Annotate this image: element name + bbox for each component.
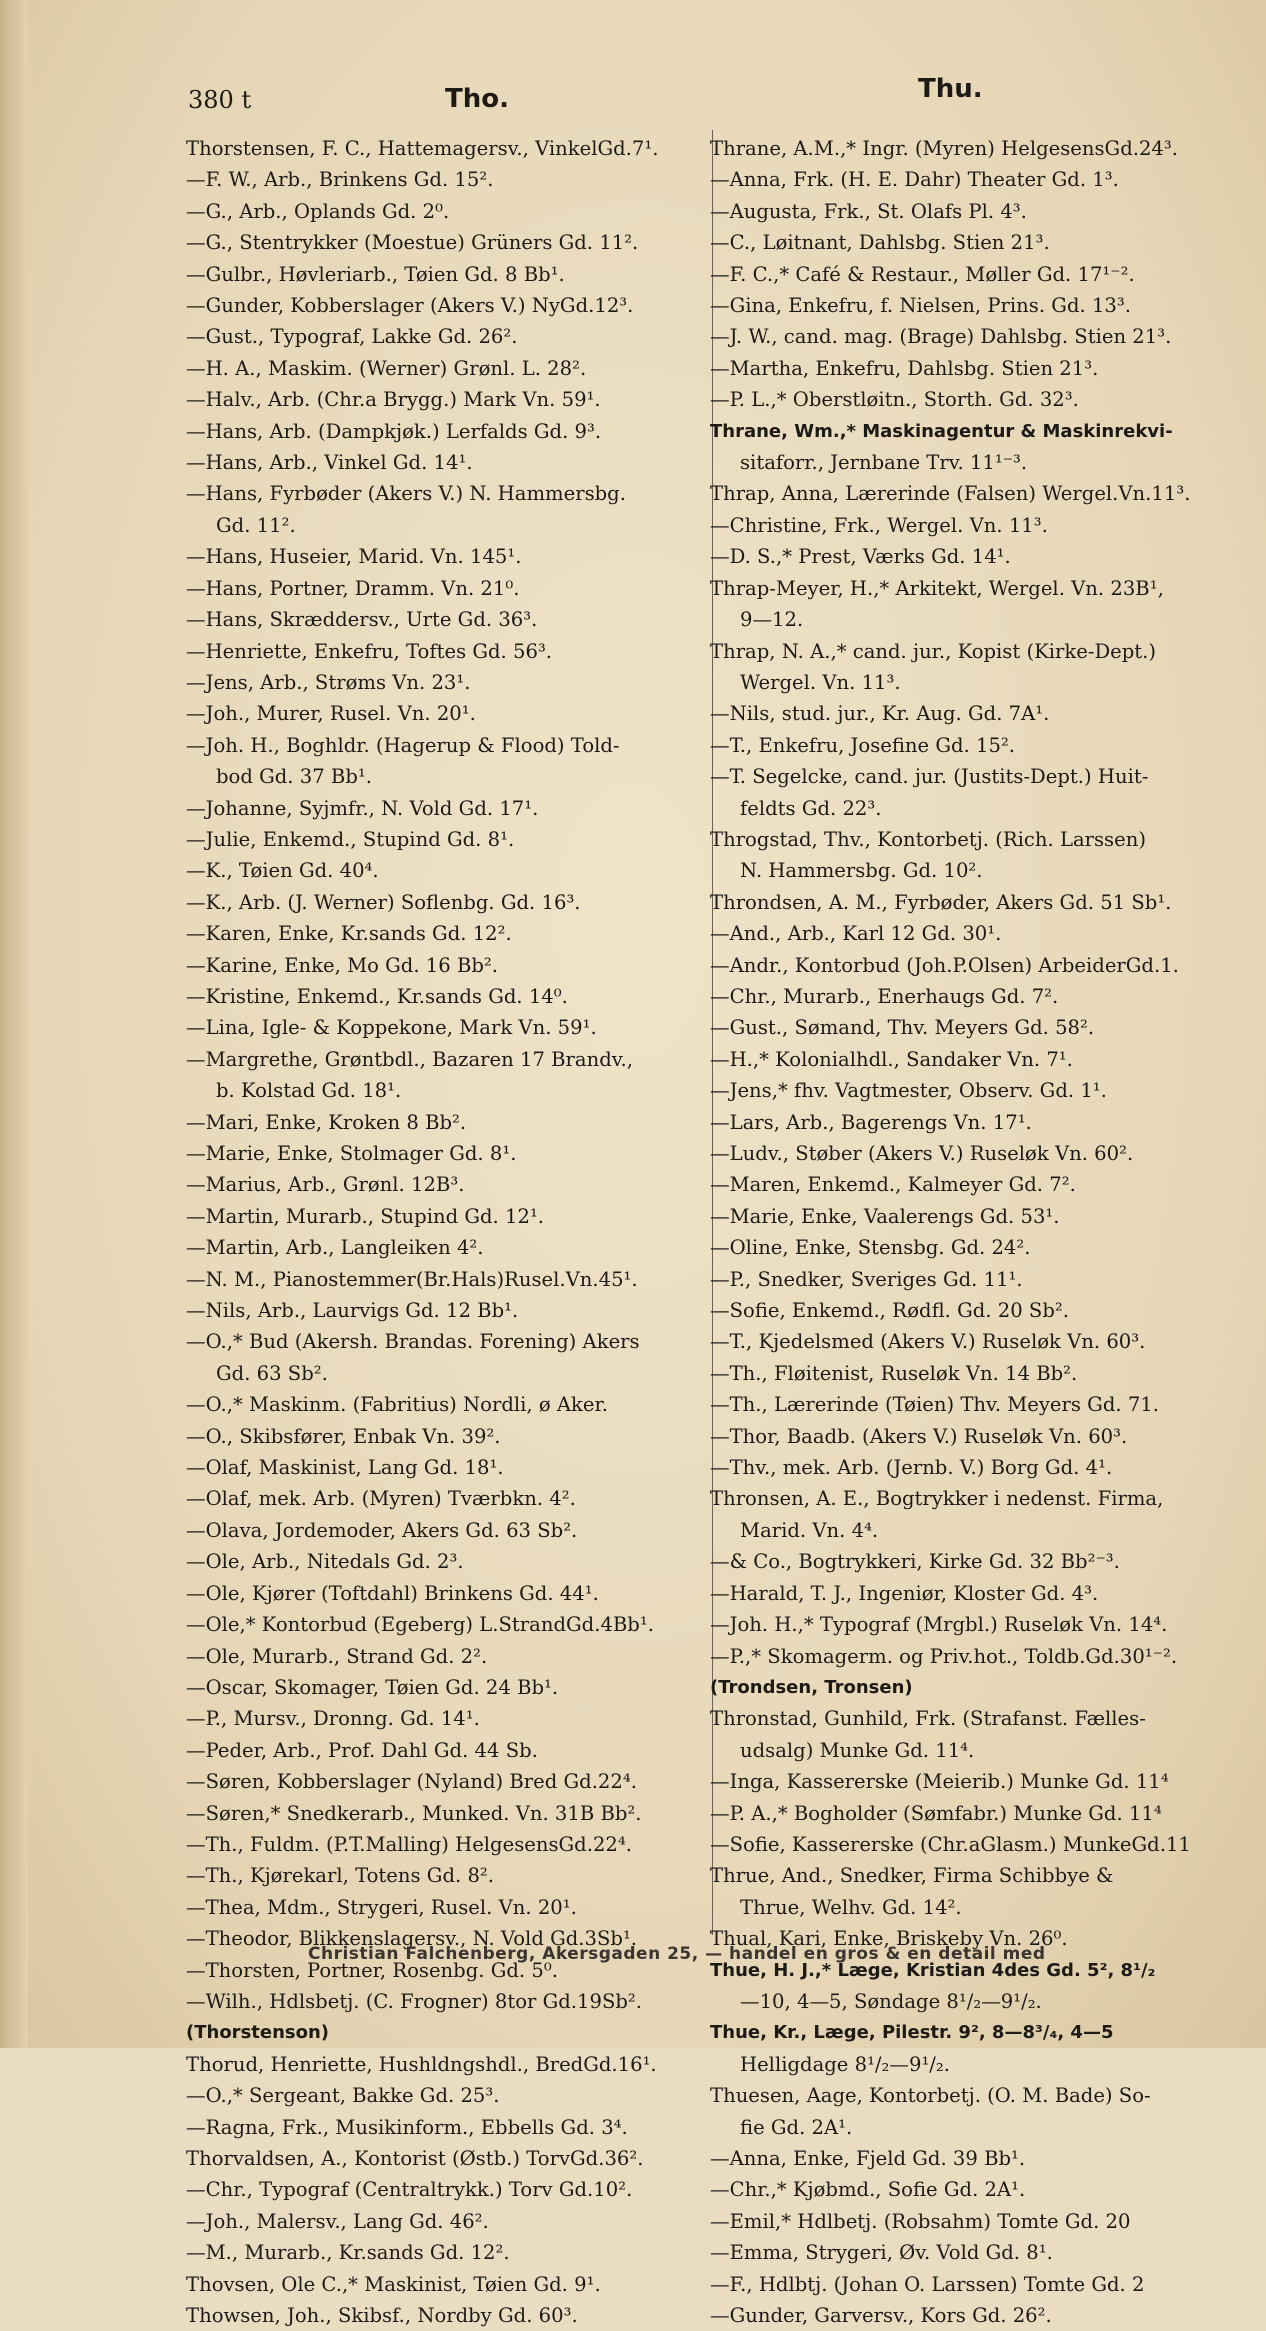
directory-entry-line: Thue, Kr., Læge, Pilestr. 9², 8—8³/₄, 4—5 (710, 2022, 1114, 2044)
directory-entry-line: Thrue, And., Snedker, Firma Schibbye & (710, 1864, 1114, 1888)
directory-entry-line: Throndsen, A. M., Fyrbøder, Akers Gd. 51 Sb¹. (710, 890, 1172, 914)
directory-entry-line: —M., Murarb., Kr.sands Gd. 12². (186, 2241, 510, 2265)
directory-entry-line: —J. W., cand. mag. (Brage) Dahlsbg. Stien 21³. (710, 325, 1172, 349)
directory-entry-line: —F. W., Arb., Brinkens Gd. 15². (186, 168, 494, 192)
directory-entry-line: —O.,* Maskinm. (Fabritius) Nordli, ø Aker. (186, 1393, 608, 1417)
directory-entry-line: —G., Stentrykker (Moestue) Grüners Gd. 11². (186, 231, 639, 255)
directory-entry-line: Thronsen, A. E., Bogtrykker i nedenst. Firma, (710, 1487, 1164, 1511)
directory-entry-line: —Hans, Arb., Vinkel Gd. 14¹. (186, 451, 473, 475)
directory-entry-line: —O., Skibsfører, Enbak Vn. 39². (186, 1424, 501, 1448)
directory-entry-line: —Hans, Arb. (Dampkjøk.) Lerfalds Gd. 9³. (186, 419, 602, 443)
directory-entry-line: —Joh., Malersv., Lang Gd. 46². (186, 2209, 489, 2233)
directory-entry-line: —P. A.,* Bogholder (Sømfabr.) Munke Gd. 11⁴ (710, 1801, 1162, 1825)
directory-entry-line: 9—12. (740, 608, 804, 632)
directory-entry-line: —Lars, Arb., Bagerengs Vn. 17¹. (710, 1110, 1032, 1134)
directory-entry-line: —Harald, T. J., Ingeniør, Kloster Gd. 4³. (710, 1581, 1099, 1605)
directory-entry-line: Wergel. Vn. 11³. (740, 670, 901, 694)
directory-entry-line: —Gust., Sømand, Thv. Meyers Gd. 58². (710, 1016, 1095, 1040)
directory-entry-line: (Trondsen, Tronsen) (710, 1676, 913, 1698)
directory-entry-line: —Thv., mek. Arb. (Jernb. V.) Borg Gd. 4¹. (710, 1456, 1113, 1480)
directory-entry-line: —Hans, Fyrbøder (Akers V.) N. Hammersbg. (186, 482, 626, 506)
directory-entry-line: udsalg) Munke Gd. 11⁴. (740, 1738, 975, 1762)
directory-entry-line: Thuesen, Aage, Kontorbetj. (O. M. Bade) So- (710, 2084, 1151, 2108)
directory-entry-line: Thrane, A.M.,* Ingr. (Myren) HelgesensGd.24³. (710, 137, 1178, 160)
directory-entry-line: —Chr.,* Kjøbmd., Sofie Gd. 2A¹. (710, 2178, 1026, 2202)
directory-entry-line: —Augusta, Frk., St. Olafs Pl. 4³. (710, 199, 1027, 223)
directory-entry-line: feldts Gd. 22³. (740, 796, 882, 820)
directory-entry-line: —Sofie, Kassererske (Chr.aGlasm.) MunkeGd.11 (710, 1832, 1191, 1856)
directory-entry-line: —Th., Fløitenist, Ruseløk Vn. 14 Bb². (710, 1361, 1078, 1385)
directory-entry-line: —Ole, Murarb., Strand Gd. 2². (186, 1644, 488, 1668)
directory-entry-line: —Martin, Murarb., Stupind Gd. 12¹. (186, 1204, 545, 1228)
directory-entry-line: —Hans, Portner, Dramm. Vn. 21⁰. (186, 576, 520, 600)
directory-entry-line: Thrap-Meyer, H.,* Arkitekt, Wergel. Vn. 23B¹, (710, 576, 1164, 600)
directory-entry-line: —Ole,* Kontorbud (Egeberg) L.StrandGd.4Bb¹. (186, 1613, 654, 1637)
directory-entry-line: Thual, Kari, Enke, Briskeby Vn. 26⁰. (710, 1927, 1068, 1951)
directory-entry-line: —P. L.,* Oberstløitn., Storth. Gd. 32³. (710, 388, 1079, 412)
directory-entry-line: —And., Arb., Karl 12 Gd. 30¹. (710, 922, 1002, 946)
directory-entry-line: —C., Løitnant, Dahlsbg. Stien 21³. (710, 231, 1050, 255)
directory-entry-line: —Henriette, Enkefru, Toftes Gd. 56³. (186, 639, 553, 663)
directory-entry-line: —& Co., Bogtrykkeri, Kirke Gd. 32 Bb²⁻³. (710, 1550, 1120, 1574)
directory-entry-line: —Marius, Arb., Grønl. 12B³. (186, 1173, 465, 1197)
directory-entry-line: —N. M., Pianostemmer(Br.Hals)Rusel.Vn.45¹. (186, 1267, 638, 1291)
directory-entry-line: —O.,* Sergeant, Bakke Gd. 25³. (186, 2084, 500, 2108)
directory-entry-line: —Th., Fuldm. (P.T.Malling) HelgesensGd.22⁴. (186, 1832, 632, 1856)
directory-entry-line: —P., Snedker, Sveriges Gd. 11¹. (710, 1267, 1023, 1291)
directory-entry-line: —Mari, Enke, Kroken 8 Bb². (186, 1110, 467, 1134)
directory-entry-line: —Olaf, Maskinist, Lang Gd. 18¹. (186, 1456, 504, 1480)
directory-entry-line: —Theodor, Blikkenslagersv., N. Vold Gd.3Sb¹. (186, 1927, 638, 1951)
directory-entry-line: —Martin, Arb., Langleiken 4². (186, 1236, 484, 1260)
directory-entry-line: —Gulbr., Høvleriarb., Tøien Gd. 8 Bb¹. (186, 262, 565, 286)
left-column (186, 133, 716, 2331)
directory-entry-line: fie Gd. 2A¹. (740, 2115, 853, 2139)
directory-entry-line: —D. S.,* Prest, Værks Gd. 14¹. (710, 545, 1011, 569)
directory-entry-line: —K., Tøien Gd. 40⁴. (186, 859, 379, 883)
directory-entry-line: —Thorsten, Portner, Rosenbg. Gd. 5⁰. (186, 1958, 558, 1982)
directory-entry-line: —G., Arb., Oplands Gd. 2⁰. (186, 199, 450, 223)
directory-entry-line: —Emma, Strygeri, Øv. Vold Gd. 8¹. (710, 2241, 1053, 2265)
directory-entry-line: —Julie, Enkemd., Stupind Gd. 8¹. (186, 827, 515, 851)
directory-entry-line: Thovsen, Ole C.,* Maskinist, Tøien Gd. 9¹. (186, 2272, 601, 2296)
directory-entry-line: —Hans, Skræddersv., Urte Gd. 36³. (186, 608, 538, 632)
directory-entry-line: Throgstad, Thv., Kontorbetj. (Rich. Larssen) (710, 827, 1146, 851)
directory-entry-line: —Anna, Enke, Fjeld Gd. 39 Bb¹. (710, 2147, 1026, 2170)
directory-entry-line: —Andr., Kontorbud (Joh.P.Olsen) ArbeiderGd.1. (710, 953, 1179, 977)
directory-entry-line: —Chr., Typograf (Centraltrykk.) Torv Gd.10². (186, 2178, 633, 2202)
directory-entry-line: —Ragna, Frk., Musikinform., Ebbells Gd. 3⁴. (186, 2115, 628, 2139)
directory-entry-line: —Olava, Jordemoder, Akers Gd. 63 Sb². (186, 1518, 578, 1542)
directory-entry-line: —H. A., Maskim. (Werner) Grønl. L. 28². (186, 356, 587, 380)
directory-entry-line: bod Gd. 37 Bb¹. (216, 765, 372, 789)
directory-entry-line: —Anna, Frk. (H. E. Dahr) Theater Gd. 1³. (710, 168, 1119, 192)
directory-entry-line: —Gina, Enkefru, f. Nielsen, Prins. Gd. 13³. (710, 294, 1131, 318)
directory-entry-line: Thrue, Welhv. Gd. 14². (740, 1895, 962, 1919)
directory-entry-line: —Nils, Arb., Laurvigs Gd. 12 Bb¹. (186, 1299, 519, 1323)
directory-entry-line: Helligdage 8¹/₂—9¹/₂. (740, 2052, 950, 2076)
directory-entry-line: —Kristine, Enkemd., Kr.sands Gd. 14⁰. (186, 984, 568, 1008)
directory-entry-line: —Hans, Huseier, Marid. Vn. 145¹. (186, 545, 522, 569)
directory-entry-line: —Christine, Frk., Wergel. Vn. 11³. (710, 513, 1048, 537)
footer-advertisement: Christian Falchenberg, Akersgaden 25, — handel en gros & en detail med (308, 1944, 1046, 1964)
directory-entry-line: —Oscar, Skomager, Tøien Gd. 24 Bb¹. (186, 1675, 559, 1699)
directory-entry-line: —Marie, Enke, Stolmager Gd. 8¹. (186, 1142, 517, 1165)
directory-entry-line: —Martha, Enkefru, Dahlsbg. Stien 21³. (710, 356, 1099, 380)
directory-entry-line: —Maren, Enkemd., Kalmeyer Gd. 7². (710, 1173, 1076, 1197)
directory-entry-line: —Olaf, mek. Arb. (Myren) Tværbkn. 4². (186, 1487, 576, 1511)
directory-entry-line: —Karine, Enke, Mo Gd. 16 Bb². (186, 953, 498, 977)
directory-entry-line: —Gust., Typograf, Lakke Gd. 26². (186, 325, 518, 349)
directory-entry-line: Thowsen, Joh., Skibsf., Nordby Gd. 60³. (186, 2304, 578, 2328)
directory-entry-line: Gd. 11². (216, 513, 296, 537)
directory-entry-line: —Ole, Kjører (Toftdahl) Brinkens Gd. 44¹. (186, 1581, 599, 1605)
right-column (710, 133, 1245, 2331)
directory-entry-line: (Thorstenson) (186, 2022, 330, 2044)
directory-entry-line: —Inga, Kassererske (Meierib.) Munke Gd. 11⁴ (710, 1770, 1169, 1794)
directory-entry-line: —Margrethe, Grøntbdl., Bazaren 17 Brandv., (186, 1047, 633, 1071)
directory-entry-line: Thrane, Wm.,* Maskinagentur & Maskinrekvi- (710, 420, 1173, 442)
directory-entry-line: —P.,* Skomagerm. og Priv.hot., Toldb.Gd.30¹⁻². (710, 1644, 1178, 1668)
directory-entry-line: —Jens, Arb., Strøms Vn. 23¹. (186, 670, 471, 694)
directory-entry-line: —F., Hdlbtj. (Johan O. Larssen) Tomte Gd. 2 (710, 2272, 1145, 2296)
directory-entry-line: —Thea, Mdm., Strygeri, Rusel. Vn. 20¹. (186, 1895, 577, 1919)
directory-entry-line: —Ole, Arb., Nitedals Gd. 2³. (186, 1550, 464, 1574)
directory-entry-line: —Th., Lærerinde (Tøien) Thv. Meyers Gd. 71. (710, 1393, 1159, 1417)
directory-entry-line: —Chr., Murarb., Enerhaugs Gd. 7². (710, 984, 1059, 1008)
directory-entry-line: b. Kolstad Gd. 18¹. (216, 1079, 402, 1103)
directory-entry-line: Thorud, Henriette, Hushldngshdl., BredGd.16¹. (186, 2052, 657, 2076)
directory-entry-line: sitaforr., Jernbane Trv. 11¹⁻³. (740, 451, 1028, 475)
directory-entry-line: —Gunder, Garversv., Kors Gd. 26². (710, 2304, 1052, 2328)
directory-entry-line: —Johanne, Syjmfr., N. Vold Gd. 17¹. (186, 796, 539, 820)
directory-entry-line: —Jens,* fhv. Vagtmester, Observ. Gd. 1¹. (710, 1079, 1107, 1103)
directory-entry-line: Marid. Vn. 4⁴. (740, 1518, 879, 1542)
directory-entry-line: —Gunder, Kobberslager (Akers V.) NyGd.12³. (186, 294, 634, 318)
directory-entry-line: —Emil,* Hdlbetj. (Robsahm) Tomte Gd. 20 (710, 2209, 1131, 2233)
directory-entry-line: —Ludv., Støber (Akers V.) Ruseløk Vn. 60². (710, 1142, 1134, 1165)
directory-entry-line: N. Hammersbg. Gd. 10². (740, 859, 983, 883)
directory-entry-line: Thue, H. J.,* Læge, Kristian 4des Gd. 5², 8¹/₂ (710, 1959, 1156, 1981)
directory-entry-line: —Nils, stud. jur., Kr. Aug. Gd. 7A¹. (710, 702, 1050, 726)
directory-entry-line: Thorstensen, F. C., Hattemagersv., VinkelGd.7¹. (186, 137, 659, 160)
directory-entry-line: —T., Kjedelsmed (Akers V.) Ruseløk Vn. 60³. (710, 1330, 1146, 1354)
directory-entry-line: —Lina, Igle- & Koppekone, Mark Vn. 59¹. (186, 1016, 597, 1040)
directory-entry-line: —Karen, Enke, Kr.sands Gd. 12². (186, 922, 512, 946)
page-edge (0, 0, 28, 2048)
directory-entry-line: —Joh., Murer, Rusel. Vn. 20¹. (186, 702, 476, 726)
page-header (0, 70, 1266, 120)
running-head-right: Thu. (918, 74, 983, 104)
directory-entry-line: —P., Mursv., Dronng. Gd. 14¹. (186, 1707, 480, 1731)
directory-entry-line: —T. Segelcke, cand. jur. (Justits-Dept.) Huit- (710, 765, 1149, 789)
directory-entry-line: —Thor, Baadb. (Akers V.) Ruseløk Vn. 60³. (710, 1424, 1128, 1448)
directory-entry-line: —T., Enkefru, Josefine Gd. 15². (710, 733, 1016, 757)
directory-entry-line: Thronstad, Gunhild, Frk. (Strafanst. Fælles- (710, 1707, 1146, 1731)
directory-entry-line: —Th., Kjørekarl, Totens Gd. 8². (186, 1864, 494, 1888)
directory-entry-line: —Joh. H.,* Typograf (Mrgbl.) Ruseløk Vn. 14⁴. (710, 1613, 1168, 1637)
directory-entry-line: —K., Arb. (J. Werner) Soflenbg. Gd. 16³. (186, 890, 581, 914)
directory-entry-line: —Wilh., Hdlsbetj. (C. Frogner) 8tor Gd.19Sb². (186, 1989, 643, 2013)
directory-entry-line: —Sofie, Enkemd., Rødfl. Gd. 20 Sb². (710, 1299, 1069, 1323)
directory-entry-line: Thorvaldsen, A., Kontorist (Østb.) TorvGd.36². (186, 2147, 644, 2170)
directory-entry-line: —Marie, Enke, Vaalerengs Gd. 53¹. (710, 1204, 1060, 1228)
directory-entry-line: —Søren, Kobberslager (Nyland) Bred Gd.22⁴. (186, 1770, 637, 1794)
directory-entry-line: —F. C.,* Café & Restaur., Møller Gd. 17¹⁻². (710, 262, 1135, 286)
directory-entry-line: —10, 4—5, Søndage 8¹/₂—9¹/₂. (740, 1989, 1042, 2013)
directory-entry-line: —Joh. H., Boghldr. (Hagerup & Flood) Told- (186, 733, 620, 757)
directory-entry-line: —Peder, Arb., Prof. Dahl Gd. 44 Sb. (186, 1738, 538, 1762)
directory-entry-line: —H.,* Kolonialhdl., Sandaker Vn. 7¹. (710, 1047, 1073, 1071)
directory-entry-line: —Søren,* Snedkerarb., Munked. Vn. 31B Bb². (186, 1801, 642, 1825)
running-head-left: Tho. (445, 84, 509, 114)
directory-entry-line: Thrap, N. A.,* cand. jur., Kopist (Kirke-Dept.) (710, 639, 1157, 663)
directory-entry-line: —Halv., Arb. (Chr.a Brygg.) Mark Vn. 59¹. (186, 388, 601, 412)
directory-entry-line: Thrap, Anna, Lærerinde (Falsen) Wergel.Vn.11³. (710, 482, 1191, 506)
directory-entry-line: Gd. 63 Sb². (216, 1361, 328, 1385)
directory-entry-line: —Oline, Enke, Stensbg. Gd. 24². (710, 1236, 1031, 1260)
directory-entry-line: —O.,* Bud (Akersh. Brandas. Forening) Akers (186, 1330, 640, 1354)
page-number: 380 t (188, 86, 252, 114)
